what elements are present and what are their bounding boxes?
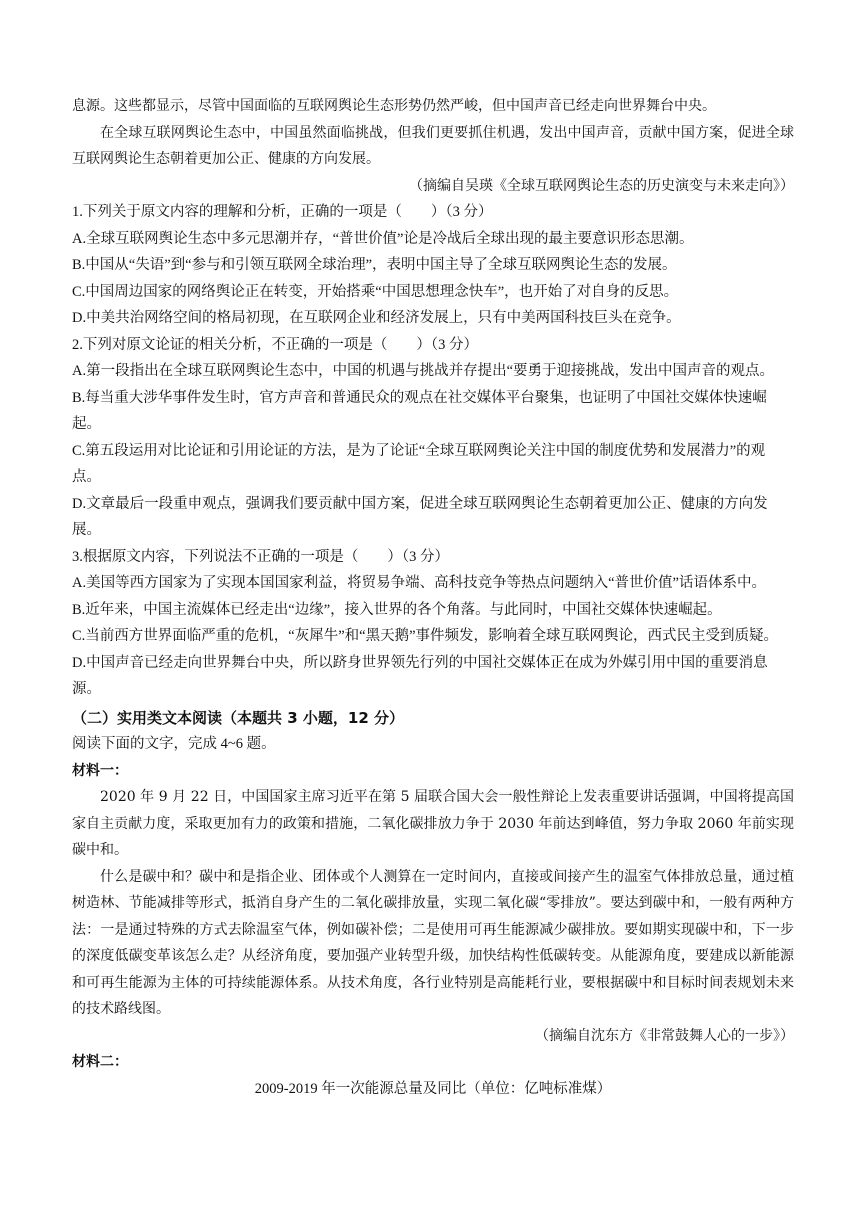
material-label: 材料二： <box>72 1054 128 1070</box>
passage-paragraph: 在全球互联网舆论生态中，中国虽然面临挑战，但我们更要抓住机遇，发出中国声音，贡献中国方案，促进全球互联网舆论生态朝着更加公正、健康的方向发展。 <box>72 124 794 167</box>
material-source: （摘编自沈东方《非常鼓舞人心的一步》） <box>535 1027 794 1044</box>
material-label: 材料一： <box>72 762 128 779</box>
option-a: A.全球互联网舆论生态中多元思潮并存，“普世价值”论是冷战后全球出现的最主要意识形态思潮。 <box>72 230 694 247</box>
document-page <box>72 93 794 1202</box>
option-d: D.中国声音已经走向世界舞台中央，所以跻身世界领先行列的中国社交媒体正在成为外媒引用中国的重要消息源。 <box>72 654 768 697</box>
option-b: B.近年来，中国主流媒体已经走出“边缘”，接入世界的各个角落。与此同时，中国社交媒体快速崛起。 <box>72 601 722 618</box>
passage-source: （摘编自吴瑛《全球互联网舆论生态的历史演变与未来走向》） <box>409 177 794 194</box>
option-a: A.美国等西方国家为了实现本国国家利益，将贸易争端、高科技竞争等热点问题纳入“普世价值”话语体系中。 <box>72 575 766 591</box>
question-stem: 1.下列关于原文内容的理解和分析，正确的一项是（ ）（3 分） <box>72 204 493 220</box>
question-1 <box>72 199 794 332</box>
option-a: A.第一段指出在全球互联网舆论生态中，中国的机遇与挑战并存提出“要勇于迎接挑战，发出中国声音的观点。 <box>72 363 775 379</box>
material-paragraph: 2020 年 9 月 22 日，中国国家主席习近平在第 5 届联合国大会一般性辩论上发表重要讲话强调，中国将提高国家自主贡献力度，采取更加有力的政策和措施，二氧化碳排放力争于 2030 年前达到峰值，努力争取 2060 年前实现碳中和。 <box>72 789 794 858</box>
question-stem: 2.下列对原文论证的相关分析，不正确的一项是（ ）（3 分） <box>72 336 478 353</box>
chart-caption: 2009-2019 年一次能源总量及同比（单位：亿吨标准煤） <box>254 1080 612 1097</box>
option-d: D.中美共治网络空间的格局初现，在互联网企业和经济发展上，只有中美两国科技巨头在竞争。 <box>72 310 681 326</box>
option-c: C.当前西方世界面临严重的危机，“灰犀牛”和“黑天鹅”事件频发，影响着全球互联网舆论，西式民主受到质疑。 <box>72 628 779 644</box>
section-heading: （二）实用类文本阅读（本题共 3 小题，12 分） <box>72 708 404 727</box>
option-d: D.文章最后一段重申观点，强调我们要贡献中国方案，促进全球互联网舆论生态朝着更加公正、健康的方向发展。 <box>72 495 768 538</box>
material-paragraph: 什么是碳中和？碳中和是指企业、团体或个人测算在一定时间内，直接或间接产生的温室气体排放总量，通过植树造林、节能减排等形式，抵消自身产生的二氧化碳排放量，实现二氧化碳“零排放”。要达到碳中和，一般有两种方法：一是通过特殊的方式去除温室气体，例如碳补偿；二是使用可再生能源减少碳排放。要如期实现碳中和，下一步的深度低碳变革该怎么走？从经济角度，要加强产业转型升级，加快结构性低碳转变。从能源角度，要建成以新能源和可再生能源为主体的可持续能源体系。从技术角度，各行业特别是高能耗行业，要根据碳中和目标时间表规划未来的技术路线图。 <box>72 868 794 1017</box>
question-3 <box>72 544 794 703</box>
option-b: B.每当重大涉华事件发生时，官方声音和普通民众的观点在社交媒体平台聚集，也证明了中国社交媒体快速崛起。 <box>72 389 767 432</box>
section-instruction: 阅读下面的文字，完成 4~6 题。 <box>72 736 276 752</box>
question-stem: 3.根据原文内容，下列说法不正确的一项是（ ）（3 分） <box>72 548 449 565</box>
passage-paragraph: 息源。这些都显示，尽管中国面临的互联网舆论生态形势仍然严峻，但中国声音已经走向世界舞台中央。 <box>72 98 716 114</box>
question-2 <box>72 332 794 544</box>
chart-area <box>72 1102 794 1202</box>
option-c: C.第五段运用对比论证和引用论证的方法，是为了论证“全球互联网舆论关注中国的制度优势和发展潜力”的观点。 <box>72 442 766 485</box>
option-c: C.中国周边国家的网络舆论正在转变，开始搭乘“中国思想理念快车”，也开始了对自身的反思。 <box>72 283 679 300</box>
option-b: B.中国从“失语”到“参与和引领互联网全球治理”，表明中国主导了全球互联网舆论生态的发展。 <box>72 257 677 273</box>
